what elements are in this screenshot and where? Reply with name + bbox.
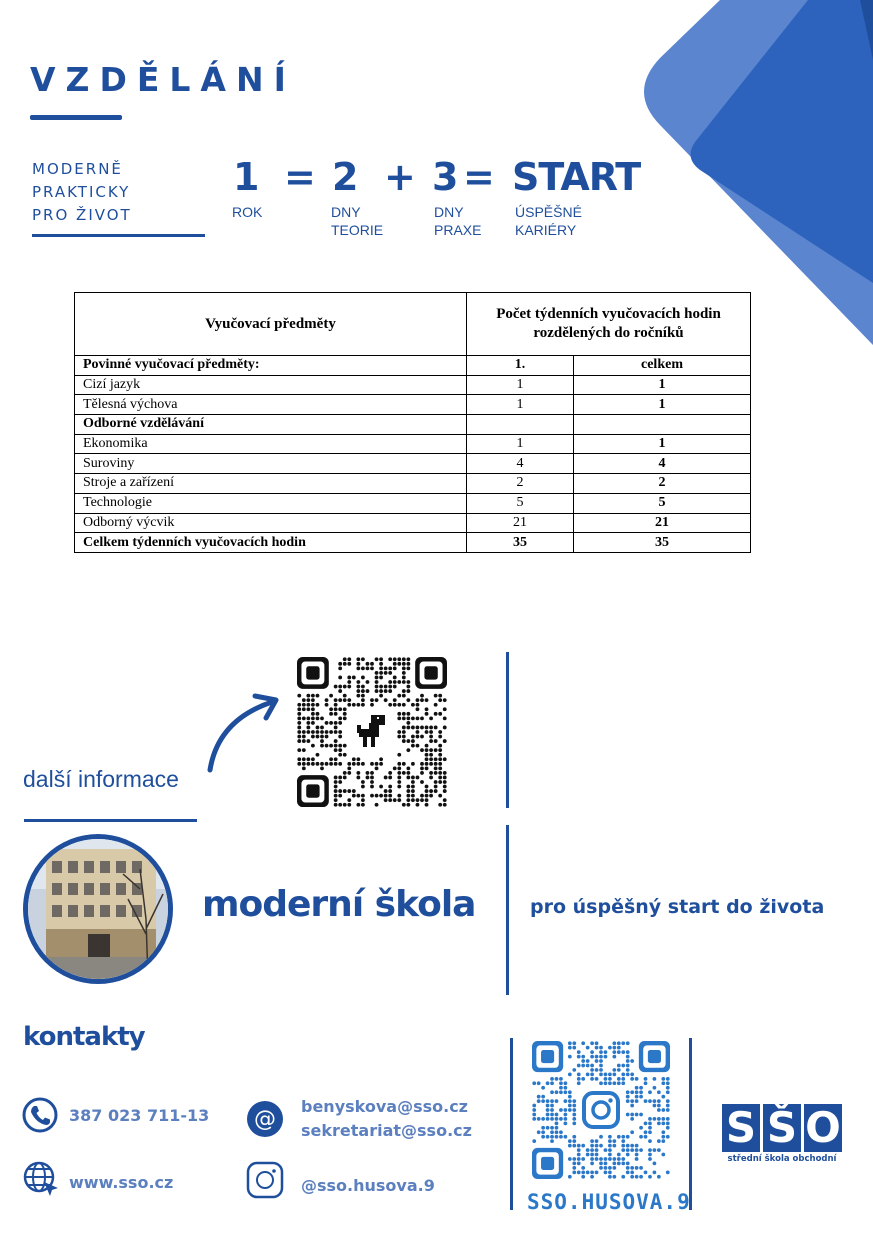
table-cell: Technologie xyxy=(75,493,467,513)
table-cell: 1 xyxy=(467,395,574,415)
slogan: pro úspěšný start do života xyxy=(530,896,825,918)
email-address[interactable]: sekretariat@sso.cz xyxy=(301,1121,472,1140)
vertical-divider xyxy=(510,1038,513,1210)
table-cell: 1 xyxy=(574,395,751,415)
caption-line: DNY xyxy=(434,204,464,220)
equation-equals: = xyxy=(284,155,316,199)
table-row xyxy=(75,415,751,435)
more-info-label: další informace xyxy=(23,766,179,792)
table-cell: Tělesná výchova xyxy=(75,395,467,415)
phone-number[interactable]: 387 023 711-13 xyxy=(69,1106,210,1125)
vertical-divider xyxy=(506,825,509,995)
table-row xyxy=(75,375,751,395)
equation-number-1: 1 xyxy=(233,155,260,199)
caption-line: TEORIE xyxy=(331,222,384,238)
instagram-icon xyxy=(246,1161,284,1199)
table-cell: 1 xyxy=(574,375,751,395)
motto-underline xyxy=(32,234,205,237)
equation-equals: = xyxy=(463,155,495,199)
table-cell: 1 xyxy=(467,434,574,454)
table-cell: Povinné vyučovací předměty: xyxy=(75,356,467,376)
equation-caption xyxy=(515,203,582,239)
table-cell xyxy=(467,415,574,435)
logo-letter: S xyxy=(722,1104,760,1152)
school-logo xyxy=(722,1104,842,1164)
table-cell: 35 xyxy=(467,533,574,553)
table-header-hours xyxy=(467,293,751,356)
phone-icon xyxy=(22,1097,58,1133)
table-cell: 2 xyxy=(467,474,574,494)
page-title: VZDĚLÁNÍ xyxy=(30,60,296,99)
at-sign-icon xyxy=(246,1100,284,1138)
table-cell: Ekonomika xyxy=(75,434,467,454)
motto-line: PRAKTICKY xyxy=(32,183,131,201)
table-row xyxy=(75,493,751,513)
caption-line: ÚSPĚŠNÉ xyxy=(515,204,582,220)
table-header-row xyxy=(75,293,751,356)
vertical-divider xyxy=(689,1038,692,1210)
equation-number-3: 3 xyxy=(432,155,459,199)
table-row xyxy=(75,395,751,415)
qr-code-info[interactable] xyxy=(297,657,447,807)
motto xyxy=(32,158,132,227)
instagram-link[interactable]: @sso.husova.9 xyxy=(301,1176,435,1195)
table-row xyxy=(75,533,751,553)
table-row xyxy=(75,513,751,533)
motto-line: MODERNĚ xyxy=(32,160,123,178)
qr-code-instagram[interactable] xyxy=(532,1041,670,1179)
table-cell: Odborné vzdělávání xyxy=(75,415,467,435)
table-cell: 5 xyxy=(467,493,574,513)
caption-line: DNY xyxy=(331,204,361,220)
caption-line: ROK xyxy=(232,204,263,220)
logo-letter: Š xyxy=(763,1104,801,1152)
table-cell xyxy=(574,415,751,435)
curriculum-table xyxy=(74,292,751,553)
table-header-subjects: Vyučovací předměty xyxy=(75,293,467,356)
table-row xyxy=(75,454,751,474)
table-cell: Suroviny xyxy=(75,454,467,474)
header-line: rozdělených do ročníků xyxy=(533,325,684,341)
logo-subtitle: střední škola obchodní xyxy=(727,1154,837,1164)
motto-line: PRO ŽIVOT xyxy=(32,206,132,224)
equation-result: START xyxy=(512,155,641,199)
caption-line: PRAXE xyxy=(434,222,482,238)
table-cell: 1. xyxy=(467,356,574,376)
vertical-divider xyxy=(506,652,509,808)
more-info-underline xyxy=(24,819,197,822)
equation-caption xyxy=(434,203,481,239)
table-cell: celkem xyxy=(574,356,751,376)
table-cell: 4 xyxy=(574,454,751,474)
table-row xyxy=(75,434,751,454)
equation-caption xyxy=(331,203,383,239)
table-cell: 2 xyxy=(574,474,751,494)
email-address[interactable]: benyskova@sso.cz xyxy=(301,1097,468,1116)
modern-school-heading: moderní škola xyxy=(202,884,476,925)
email-link[interactable] xyxy=(301,1095,472,1143)
table-cell: 4 xyxy=(467,454,574,474)
caption-line: KARIÉRY xyxy=(515,222,577,238)
table-cell: Stroje a zařízení xyxy=(75,474,467,494)
table-cell: 1 xyxy=(467,375,574,395)
globe-icon xyxy=(22,1160,60,1198)
curved-arrow-icon xyxy=(200,690,285,780)
equation-caption xyxy=(232,203,262,221)
table-cell: Cizí jazyk xyxy=(75,375,467,395)
table-cell: 21 xyxy=(574,513,751,533)
table-cell: Celkem týdenních vyučovacích hodin xyxy=(75,533,467,553)
table-cell: 35 xyxy=(574,533,751,553)
instagram-handle: SSO.HUSOVA.9 xyxy=(527,1190,691,1214)
title-underline xyxy=(30,115,122,120)
website-link[interactable]: www.sso.cz xyxy=(69,1173,174,1192)
table-cell: 21 xyxy=(467,513,574,533)
logo-letter: O xyxy=(805,1103,841,1152)
table-row xyxy=(75,356,751,376)
equation-number-2: 2 xyxy=(332,155,359,199)
equation-plus: + xyxy=(384,155,416,199)
svg-text:@: @ xyxy=(254,1107,276,1132)
table-cell: 5 xyxy=(574,493,751,513)
table-cell: Odborný výcvik xyxy=(75,513,467,533)
header-line: Počet týdenních vyučovacích hodin xyxy=(496,306,721,322)
school-photo xyxy=(23,834,173,984)
table-row xyxy=(75,474,751,494)
contacts-title: kontakty xyxy=(23,1022,145,1052)
table-cell: 1 xyxy=(574,434,751,454)
